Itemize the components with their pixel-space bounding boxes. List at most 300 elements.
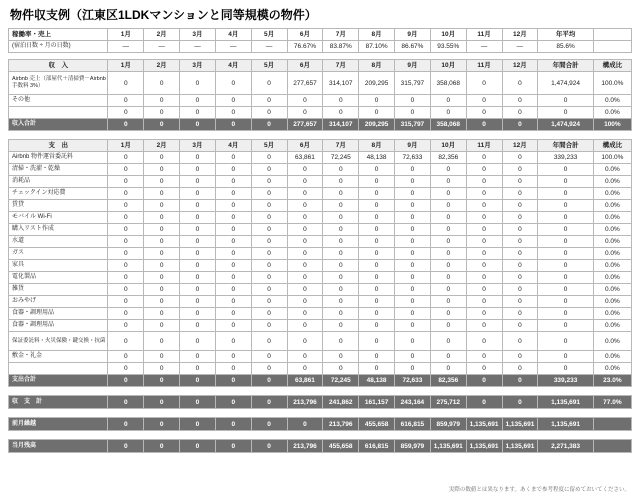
expense-cell-1-1: 0 — [144, 164, 180, 176]
occupancy-value-10: 93.55% — [430, 41, 466, 53]
expense-cell-14-0: 0 — [108, 320, 144, 332]
expense-cell-8-5: 0 — [287, 248, 323, 260]
expense-cell-7-11: 0 — [502, 236, 538, 248]
expense-cell-10-4: 0 — [251, 272, 287, 284]
balance-2: 0 — [180, 396, 216, 409]
balance-6: 241,862 — [323, 396, 359, 409]
expense-cell-0-4: 0 — [251, 152, 287, 164]
income-cell-1-3: 0 — [215, 95, 251, 107]
carryover-5: 0 — [287, 418, 323, 431]
expense-cell-17-2: 0 — [180, 363, 216, 375]
expense-row-ratio-7: 0.0% — [593, 236, 631, 248]
expense-cell-2-4: 0 — [251, 176, 287, 188]
expense-cell-15-10: 0 — [466, 332, 502, 351]
income-cell-1-9: 0 — [430, 95, 466, 107]
expense-cell-0-7: 48,138 — [359, 152, 395, 164]
expense-cell-16-10: 0 — [466, 351, 502, 363]
expense-row-label-11: 雑貨 — [9, 284, 108, 296]
income-month-header-10: 10月 — [430, 60, 466, 72]
income-cell-0-8: 315,797 — [395, 72, 431, 95]
income-cell-1-10: 0 — [466, 95, 502, 107]
expense-cell-7-9: 0 — [430, 236, 466, 248]
income-blank-total: 0 — [538, 107, 593, 119]
expense-cell-3-1: 0 — [144, 188, 180, 200]
expense-cell-10-5: 0 — [287, 272, 323, 284]
expense-row-total-3: 0 — [538, 188, 593, 200]
expense-row-label-9: 家具 — [9, 260, 108, 272]
expense-row-ratio-11: 0.0% — [593, 284, 631, 296]
expense-cell-14-7: 0 — [359, 320, 395, 332]
month-header-3: 3月 — [180, 29, 216, 41]
month-header-5: 5月 — [251, 29, 287, 41]
expense-cell-8-11: 0 — [502, 248, 538, 260]
expense-cell-10-8: 0 — [395, 272, 431, 284]
income-section-label: 収 入 — [9, 60, 108, 72]
expense-row-label-6: 購入リスト作成 — [9, 224, 108, 236]
table-row — [9, 320, 632, 332]
expense-cell-14-11: 0 — [502, 320, 538, 332]
expense-cell-13-2: 0 — [180, 308, 216, 320]
expense-month-header-4: 4月 — [215, 140, 251, 152]
expense-cell-5-7: 0 — [359, 212, 395, 224]
expense-cell-7-2: 0 — [180, 236, 216, 248]
carryover-2: 0 — [180, 418, 216, 431]
occupancy-value-1: — — [108, 41, 144, 53]
expense-cell-10-3: 0 — [215, 272, 251, 284]
income-table — [8, 59, 632, 131]
expense-cell-0-5: 63,861 — [287, 152, 323, 164]
expense-cell-2-2: 0 — [180, 176, 216, 188]
income-month-header-4: 4月 — [215, 60, 251, 72]
closing-8: 859,979 — [395, 440, 431, 453]
expense-cell-4-3: 0 — [215, 200, 251, 212]
income-row-label-1: その他 — [9, 95, 108, 107]
income-cell-1-11: 0 — [502, 95, 538, 107]
expense-row-total-5: 0 — [538, 212, 593, 224]
expense-row-label-1: 清掃・洗濯・乾燥 — [9, 164, 108, 176]
income-header-row — [9, 60, 632, 72]
expense-cell-2-0: 0 — [108, 176, 144, 188]
expense-cell-8-4: 0 — [251, 248, 287, 260]
expense-cell-16-2: 0 — [180, 351, 216, 363]
expense-cell-15-11: 0 — [502, 332, 538, 351]
expense-cell-10-10: 0 — [466, 272, 502, 284]
expense-cell-9-2: 0 — [180, 260, 216, 272]
expense-month-header-12: 12月 — [502, 140, 538, 152]
expense-cell-6-6: 0 — [323, 224, 359, 236]
closing-5: 213,796 — [287, 440, 323, 453]
occupancy-value-row — [9, 41, 632, 53]
table-row — [9, 200, 632, 212]
closing-10: 1,135,691 — [466, 440, 502, 453]
expense-cell-8-10: 0 — [466, 248, 502, 260]
expense-total-4: 0 — [251, 375, 287, 387]
expense-cell-12-1: 0 — [144, 296, 180, 308]
income-month-header-9: 9月 — [395, 60, 431, 72]
expense-cell-0-0: 0 — [108, 152, 144, 164]
expense-row-label-8: ガス — [9, 248, 108, 260]
expense-cell-1-6: 0 — [323, 164, 359, 176]
carryover-label: 前月繰越 — [9, 418, 108, 431]
income-blank-10: 0 — [466, 107, 502, 119]
occupancy-value-9: 86.67% — [395, 41, 431, 53]
expense-row-ratio-8: 0.0% — [593, 248, 631, 260]
expense-cell-12-10: 0 — [466, 296, 502, 308]
expense-cell-2-9: 0 — [430, 176, 466, 188]
balance-row — [9, 396, 632, 409]
balance-4: 0 — [251, 396, 287, 409]
expense-cell-9-10: 0 — [466, 260, 502, 272]
expense-cell-15-9: 0 — [430, 332, 466, 351]
income-month-header-3: 3月 — [180, 60, 216, 72]
income-cell-0-7: 209,295 — [359, 72, 395, 95]
income-month-header-1: 1月 — [108, 60, 144, 72]
expense-cell-1-11: 0 — [502, 164, 538, 176]
expense-total-label: 支出合計 — [9, 375, 108, 387]
balance-7: 161,157 — [359, 396, 395, 409]
expense-cell-16-0: 0 — [108, 351, 144, 363]
expense-cell-4-10: 0 — [466, 200, 502, 212]
expense-cell-7-5: 0 — [287, 236, 323, 248]
expense-row-label-0: Airbnb 物件運営委託料 — [9, 152, 108, 164]
expense-cell-6-3: 0 — [215, 224, 251, 236]
expense-row-label-15: 保証委託料・火災保険・鍵交換・抗菌 — [9, 332, 108, 351]
expense-row-ratio-0: 100.0% — [593, 152, 631, 164]
carryover-table — [8, 417, 632, 431]
income-blank-6: 0 — [323, 107, 359, 119]
expense-cell-6-5: 0 — [287, 224, 323, 236]
month-header-8: 8月 — [359, 29, 395, 41]
income-total-0: 0 — [108, 119, 144, 131]
expense-cell-5-3: 0 — [215, 212, 251, 224]
expense-cell-2-6: 0 — [323, 176, 359, 188]
occupancy-value-5: — — [251, 41, 287, 53]
expense-cell-14-5: 0 — [287, 320, 323, 332]
expense-total-5: 63,861 — [287, 375, 323, 387]
month-header-12: 12月 — [502, 29, 538, 41]
expense-cell-11-8: 0 — [395, 284, 431, 296]
expense-cell-17-6: 0 — [323, 363, 359, 375]
expense-cell-11-0: 0 — [108, 284, 144, 296]
expense-cell-4-11: 0 — [502, 200, 538, 212]
expense-cell-14-3: 0 — [215, 320, 251, 332]
expense-ratio-header: 構成比 — [593, 140, 631, 152]
expense-cell-17-1: 0 — [144, 363, 180, 375]
expense-cell-17-8: 0 — [395, 363, 431, 375]
expense-cell-12-0: 0 — [108, 296, 144, 308]
income-total-10: 0 — [466, 119, 502, 131]
income-cell-0-5: 277,657 — [287, 72, 323, 95]
expense-row-label-10: 電化製品 — [9, 272, 108, 284]
income-cell-1-2: 0 — [180, 95, 216, 107]
expense-cell-9-7: 0 — [359, 260, 395, 272]
expense-cell-12-11: 0 — [502, 296, 538, 308]
expense-cell-5-1: 0 — [144, 212, 180, 224]
expense-cell-6-1: 0 — [144, 224, 180, 236]
expense-cell-16-3: 0 — [215, 351, 251, 363]
closing-ratio — [593, 440, 631, 453]
expense-cell-7-8: 0 — [395, 236, 431, 248]
expense-cell-8-7: 0 — [359, 248, 395, 260]
expense-cell-4-9: 0 — [430, 200, 466, 212]
table-row — [9, 176, 632, 188]
income-month-header-12: 12月 — [502, 60, 538, 72]
occupancy-label-1: 稼働率・売上 — [9, 29, 108, 41]
expense-total-9: 82,356 — [430, 375, 466, 387]
expense-cell-16-9: 0 — [430, 351, 466, 363]
expense-row-total-9: 0 — [538, 260, 593, 272]
balance-9: 275,712 — [430, 396, 466, 409]
expense-month-header-1: 1月 — [108, 140, 144, 152]
income-month-header-7: 7月 — [323, 60, 359, 72]
expense-row-label-17 — [9, 363, 108, 375]
expense-month-header-8: 8月 — [359, 140, 395, 152]
expense-month-header-3: 3月 — [180, 140, 216, 152]
balance-5: 213,796 — [287, 396, 323, 409]
table-row — [9, 284, 632, 296]
expense-cell-2-1: 0 — [144, 176, 180, 188]
expense-cell-3-9: 0 — [430, 188, 466, 200]
closing-4: 0 — [251, 440, 287, 453]
expense-cell-0-10: 0 — [466, 152, 502, 164]
expense-cell-16-8: 0 — [395, 351, 431, 363]
expense-cell-11-1: 0 — [144, 284, 180, 296]
income-blank-ratio: 0.0% — [593, 107, 631, 119]
expense-total-7: 48,138 — [359, 375, 395, 387]
income-cell-1-8: 0 — [395, 95, 431, 107]
expense-row-total-13: 0 — [538, 308, 593, 320]
occupancy-value-8: 87.10% — [359, 41, 395, 53]
expense-total-2: 0 — [180, 375, 216, 387]
expense-total-ratio: 23.0% — [593, 375, 631, 387]
expense-cell-6-8: 0 — [395, 224, 431, 236]
expense-cell-12-6: 0 — [323, 296, 359, 308]
occupancy-value-7: 83.87% — [323, 41, 359, 53]
expense-cell-10-6: 0 — [323, 272, 359, 284]
closing-6: 455,658 — [323, 440, 359, 453]
closing-table — [8, 439, 632, 453]
income-blank-0: 0 — [108, 107, 144, 119]
income-row-total-0: 1,474,924 — [538, 72, 593, 95]
balance-label: 収 支 計 — [9, 396, 108, 409]
expense-cell-5-0: 0 — [108, 212, 144, 224]
expense-row-ratio-3: 0.0% — [593, 188, 631, 200]
income-blank-11: 0 — [502, 107, 538, 119]
expense-row-total-10: 0 — [538, 272, 593, 284]
expense-cell-9-4: 0 — [251, 260, 287, 272]
expense-cell-10-2: 0 — [180, 272, 216, 284]
expense-cell-13-1: 0 — [144, 308, 180, 320]
income-total-11: 0 — [502, 119, 538, 131]
expense-row-total-0: 339,233 — [538, 152, 593, 164]
expense-cell-9-0: 0 — [108, 260, 144, 272]
expense-cell-9-9: 0 — [430, 260, 466, 272]
expense-cell-4-6: 0 — [323, 200, 359, 212]
expense-cell-15-8: 0 — [395, 332, 431, 351]
footnote-text: 実際の数値とは異なります。あくまで参考程度に留めておいてください。 — [448, 487, 630, 493]
expense-cell-11-4: 0 — [251, 284, 287, 296]
occupancy-table — [8, 28, 632, 53]
expense-month-header-7: 7月 — [323, 140, 359, 152]
occupancy-average: 85.6% — [538, 41, 593, 53]
income-total-1: 0 — [144, 119, 180, 131]
income-row-label-0: Airbnb 売上（部屋代＋清掃費－Airbnb 手数料 3%） — [9, 72, 108, 95]
occupancy-value-11: — — [466, 41, 502, 53]
empty-header-cell — [593, 29, 631, 41]
table-row — [9, 164, 632, 176]
income-ratio-header: 構成比 — [593, 60, 631, 72]
expense-cell-12-5: 0 — [287, 296, 323, 308]
expense-row-ratio-1: 0.0% — [593, 164, 631, 176]
expense-cell-0-6: 72,245 — [323, 152, 359, 164]
expense-cell-17-11: 0 — [502, 363, 538, 375]
table-row — [9, 332, 632, 351]
expense-total-1: 0 — [144, 375, 180, 387]
expense-cell-5-11: 0 — [502, 212, 538, 224]
expense-month-header-5: 5月 — [251, 140, 287, 152]
expense-row-ratio-9: 0.0% — [593, 260, 631, 272]
expense-cell-12-3: 0 — [215, 296, 251, 308]
expense-cell-9-6: 0 — [323, 260, 359, 272]
expense-cell-6-10: 0 — [466, 224, 502, 236]
closing-2: 0 — [180, 440, 216, 453]
income-cell-0-2: 0 — [180, 72, 216, 95]
expense-cell-7-6: 0 — [323, 236, 359, 248]
month-header-4: 4月 — [215, 29, 251, 41]
expense-row-ratio-17: 0.0% — [593, 363, 631, 375]
expense-cell-4-5: 0 — [287, 200, 323, 212]
income-cell-1-0: 0 — [108, 95, 144, 107]
carryover-3: 0 — [215, 418, 251, 431]
expense-row-label-16: 敷金・礼金 — [9, 351, 108, 363]
expense-cell-6-4: 0 — [251, 224, 287, 236]
table-row — [9, 351, 632, 363]
closing-total: 2,271,383 — [538, 440, 593, 453]
carryover-row — [9, 418, 632, 431]
expense-cell-9-1: 0 — [144, 260, 180, 272]
income-year-total-header: 年間合計 — [538, 60, 593, 72]
expense-cell-7-10: 0 — [466, 236, 502, 248]
income-row-total-1: 0 — [538, 95, 593, 107]
occupancy-label-2: (宿泊日数 ÷ 月の日数) — [9, 41, 108, 53]
expense-cell-13-11: 0 — [502, 308, 538, 320]
income-cell-0-6: 314,107 — [323, 72, 359, 95]
expense-cell-8-9: 0 — [430, 248, 466, 260]
balance-8: 243,164 — [395, 396, 431, 409]
income-cell-1-4: 0 — [251, 95, 287, 107]
expense-cell-10-1: 0 — [144, 272, 180, 284]
expense-cell-13-9: 0 — [430, 308, 466, 320]
expense-cell-8-1: 0 — [144, 248, 180, 260]
expense-row-total-2: 0 — [538, 176, 593, 188]
balance-total: 1,135,691 — [538, 396, 593, 409]
income-month-header-2: 2月 — [144, 60, 180, 72]
expense-cell-7-0: 0 — [108, 236, 144, 248]
expense-total-8: 72,633 — [395, 375, 431, 387]
table-row — [9, 152, 632, 164]
expense-cell-11-5: 0 — [287, 284, 323, 296]
income-row-label-blank — [9, 107, 108, 119]
expense-cell-12-9: 0 — [430, 296, 466, 308]
expense-row-label-5: モバイル Wi-Fi — [9, 212, 108, 224]
expense-cell-17-5: 0 — [287, 363, 323, 375]
income-cell-0-11: 0 — [502, 72, 538, 95]
expense-cell-0-8: 72,633 — [395, 152, 431, 164]
expense-total-10: 0 — [466, 375, 502, 387]
table-row — [9, 272, 632, 284]
income-blank-4: 0 — [251, 107, 287, 119]
expense-row-ratio-2: 0.0% — [593, 176, 631, 188]
carryover-9: 859,979 — [430, 418, 466, 431]
expense-cell-1-3: 0 — [215, 164, 251, 176]
occupancy-value-12: — — [502, 41, 538, 53]
expense-cell-16-1: 0 — [144, 351, 180, 363]
expense-cell-2-7: 0 — [359, 176, 395, 188]
income-total-5: 277,657 — [287, 119, 323, 131]
occupancy-value-2: — — [144, 41, 180, 53]
occupancy-header-row — [9, 29, 632, 41]
expense-row-total-1: 0 — [538, 164, 593, 176]
expense-cell-6-2: 0 — [180, 224, 216, 236]
expense-cell-0-11: 0 — [502, 152, 538, 164]
expense-cell-15-7: 0 — [359, 332, 395, 351]
expense-cell-12-7: 0 — [359, 296, 395, 308]
expense-cell-0-1: 0 — [144, 152, 180, 164]
expense-cell-5-8: 0 — [395, 212, 431, 224]
expense-year-total-header: 年間合計 — [538, 140, 593, 152]
expense-cell-8-3: 0 — [215, 248, 251, 260]
expense-cell-5-4: 0 — [251, 212, 287, 224]
expense-cell-2-8: 0 — [395, 176, 431, 188]
income-cell-0-9: 358,068 — [430, 72, 466, 95]
income-blank-1: 0 — [144, 107, 180, 119]
empty-cell — [593, 41, 631, 53]
table-row — [9, 363, 632, 375]
income-cell-0-10: 0 — [466, 72, 502, 95]
balance-10: 0 — [466, 396, 502, 409]
expense-cell-8-6: 0 — [323, 248, 359, 260]
expense-cell-15-1: 0 — [144, 332, 180, 351]
income-cell-0-1: 0 — [144, 72, 180, 95]
balance-1: 0 — [144, 396, 180, 409]
expense-row-ratio-10: 0.0% — [593, 272, 631, 284]
month-header-9: 9月 — [395, 29, 431, 41]
income-cell-1-1: 0 — [144, 95, 180, 107]
expense-row-label-2: 消耗品 — [9, 176, 108, 188]
expense-cell-11-2: 0 — [180, 284, 216, 296]
income-total-8: 315,797 — [395, 119, 431, 131]
closing-label: 当月残高 — [9, 440, 108, 453]
expense-cell-9-3: 0 — [215, 260, 251, 272]
expense-cell-15-3: 0 — [215, 332, 251, 351]
expense-row-ratio-5: 0.0% — [593, 212, 631, 224]
income-blank-9: 0 — [430, 107, 466, 119]
expense-cell-14-4: 0 — [251, 320, 287, 332]
carryover-6: 213,796 — [323, 418, 359, 431]
expense-cell-17-4: 0 — [251, 363, 287, 375]
occupancy-value-6: 76.67% — [287, 41, 323, 53]
expense-cell-16-7: 0 — [359, 351, 395, 363]
expense-cell-14-1: 0 — [144, 320, 180, 332]
table-row — [9, 308, 632, 320]
expense-cell-4-4: 0 — [251, 200, 287, 212]
expense-cell-14-10: 0 — [466, 320, 502, 332]
expense-cell-11-3: 0 — [215, 284, 251, 296]
expense-cell-8-0: 0 — [108, 248, 144, 260]
expense-cell-1-7: 0 — [359, 164, 395, 176]
table-row — [9, 72, 632, 95]
income-month-header-5: 5月 — [251, 60, 287, 72]
